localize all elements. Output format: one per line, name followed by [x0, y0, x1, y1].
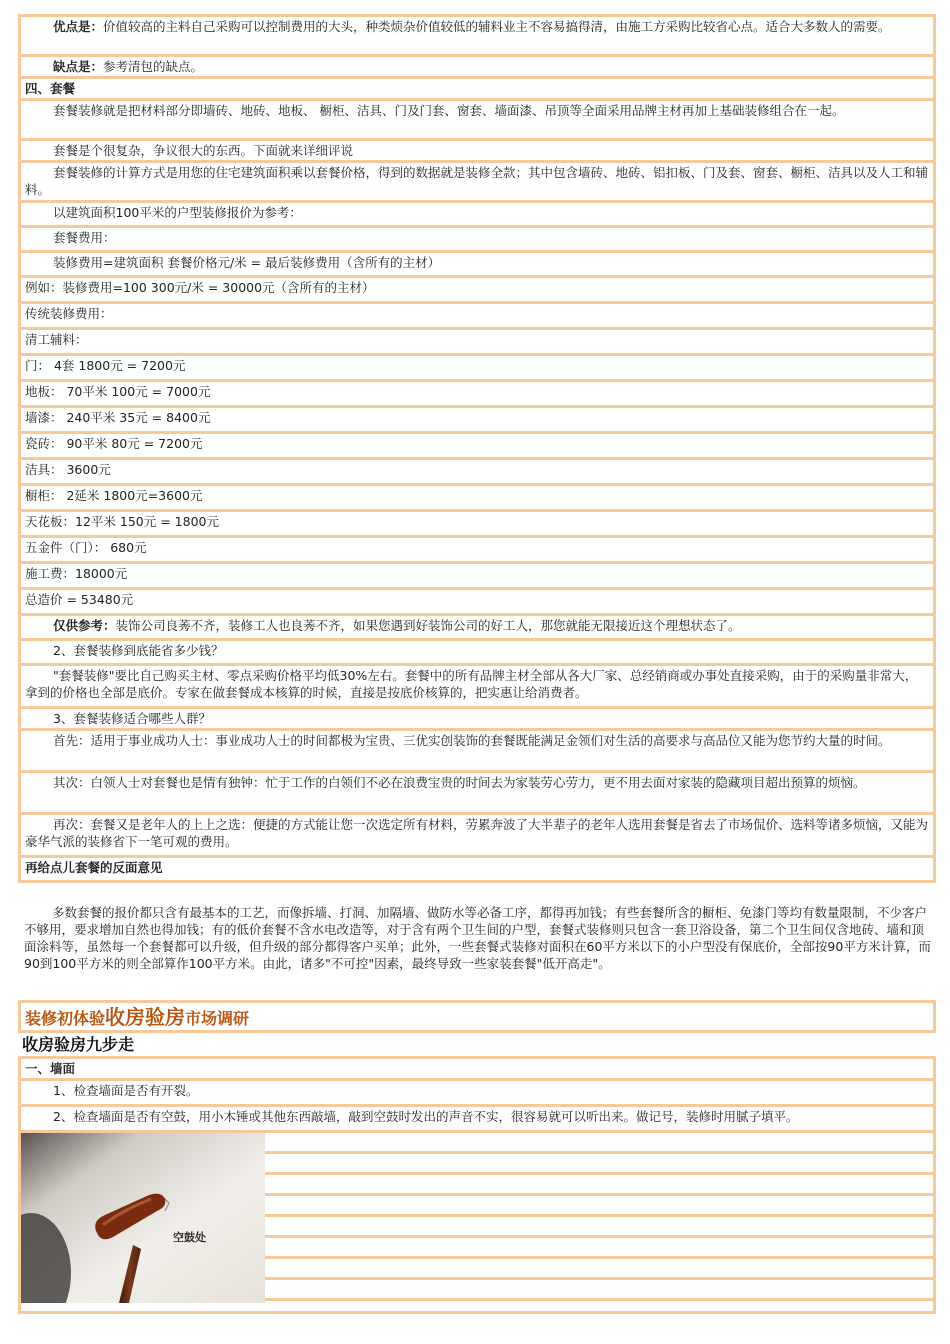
cost-row: 清工辅料： [21, 330, 933, 356]
pros-text: 价值较高的主料自己采购可以控制费用的大头，种类烦杂价值较低的辅料业主不容易搞得清，由施工方采购比较省心点。适合大多数人的需要。 [103, 19, 891, 34]
photo-label: 空鼓处 [173, 1231, 206, 1244]
package-controversy-row: 套餐是个很复杂，争议很大的东西。下面就来详细评说 [21, 141, 933, 163]
empty-line [265, 1154, 933, 1175]
opinion-heading-row: 再给点儿套餐的反面意见 [25, 860, 163, 875]
total-cost-row: 总造价 = 53480元 [21, 590, 933, 616]
wall-check-2-row: 2、检查墙面是否有空鼓，用小木锤或其他东西敲墙，敲到空鼓时发出的声音不实，很容易就可以听出来。做记号，装修时用腻子填平。 [21, 1107, 933, 1133]
empty-line [265, 1217, 933, 1238]
wall-heading-row: 一、墙面 [21, 1059, 933, 1081]
cost-row: 门： 4套 1800元 = 7200元 [21, 356, 933, 382]
cost-row: 例如：装修费用=100 300元/米 = 30000元（含所有的主材） [21, 278, 933, 304]
package-section-table [18, 14, 936, 883]
cost-row: 传统装修费用： [21, 304, 933, 330]
answer-3-third-row: 再次：套餐又是老年人的上上之选：便捷的方式能让您一次选定所有材料，劳累奔波了大半辈子的老年人选用套餐是省去了市场侃价、选料等诸多烦恼，又能为豪华气派的装修省下一笔可观的费用。 [21, 815, 933, 858]
package-cost-label-row: 套餐费用： [21, 228, 933, 253]
cost-row: 墙漆： 240平米 35元 = 8400元 [21, 408, 933, 434]
empty-line [265, 1196, 933, 1217]
cost-row: 橱柜： 2延米 1800元=3600元 [21, 486, 933, 512]
section-banner [18, 1000, 936, 1033]
reference-note-row [21, 616, 933, 641]
package-intro-row: 套餐装修就是把材料部分即墙砖、地砖、地板、 橱柜、洁具、门及门套、窗套、墙面漆、吊顶等全面采用品牌主材再加上基础装修组合在一起。 [21, 101, 933, 141]
photo-row [21, 1133, 933, 1311]
banner-part3: 市场调研 [185, 1009, 250, 1028]
reference-row: 以建筑面积100平米的户型装修报价为参考： [21, 203, 933, 228]
empty-line [265, 1259, 933, 1280]
empty-row-lines [265, 1133, 933, 1303]
opinion-paragraph: 多数套餐的报价都只含有最基本的工艺，而像拆墙、打洞、加隔墙、做防水等必备工序，都得再加钱；有些套餐所含的橱柜、免漆门等均有数量限制，不少客户不够用，要求增加自然也得加钱；有的低价套餐不含水电改造等，对于含有两个卫生间的户型，套餐式装修则只包含一套卫浴设备，第二个卫生间仅含地砖、墙和顶面涂料等，虽然每一个套餐都可以升级，但升级的部分都得客户买单；此外，一些套餐式装修对面积在60平方米以下的小户型没有保底价，全部按90平方米计算，而90到100平方米的则全部算作100平方米。由此，诸多"不可控"因素，最终导致一些家装套餐"低开高走"。 [24, 905, 931, 971]
empty-line [265, 1133, 933, 1154]
cost-row: 洁具： 3600元 [21, 460, 933, 486]
cost-row: 五金件（门）： 680元 [21, 538, 933, 564]
question-2-row: 2、套餐装修到底能省多少钱？ [21, 641, 933, 666]
reference-note-label: 仅供参考： [53, 618, 116, 633]
package-formula-row: 装修费用=建筑面积 套餐价格元/米 = 最后装修费用（含所有的主材） [21, 253, 933, 278]
question-3-row: 3、套餐装修适合哪些人群？ [21, 709, 933, 731]
inspection-subheading: 收房验房九步走 [22, 1035, 135, 1054]
inspection-table [18, 1056, 936, 1314]
pros-row [21, 17, 933, 57]
reference-note-text: 装饰公司良莠不齐，装修工人也良莠不齐，如果您遇到好装饰公司的好工人，那您就能无限接近这个理想状态了。 [115, 618, 741, 633]
cost-row: 天花板：12平米 150元 = 1800元 [21, 512, 933, 538]
banner-part1: 装修初体验 [25, 1009, 106, 1028]
cost-row: 瓷砖： 90平米 80元 = 7200元 [21, 434, 933, 460]
answer-3-first-row: 首先：适用于事业成功人士：事业成功人士的时间都极为宝贵、三优实创装饰的套餐既能满足金领们对生活的高要求与高品位又能为您节约大量的时间。 [21, 731, 933, 773]
cons-row [21, 57, 933, 79]
wall-check-1-row: 1、检查墙面是否有开裂。 [21, 1081, 933, 1107]
cost-row: 施工费：18000元 [21, 564, 933, 590]
empty-line [265, 1175, 933, 1196]
cost-row: 地板： 70平米 100元 = 7000元 [21, 382, 933, 408]
hollow-wall-photo [21, 1133, 265, 1303]
answer-2-row: "套餐装修"要比自己购买主材、零点采购价格平均低30%左右。套餐中的所有品牌主材全部从各大厂家、总经销商或办事处直接采购，由于的采购量非常大，拿到的价格也全部是底价。专家在做套餐成本核算的时候，直接是按底价核算的，把实惠让给消费者。 [21, 666, 933, 709]
empty-line [265, 1280, 933, 1301]
empty-line [265, 1238, 933, 1259]
cons-label: 缺点是： [53, 59, 104, 74]
banner-part2: 收房验房 [105, 1005, 186, 1029]
section-heading-package: 四、套餐 [21, 79, 933, 101]
answer-3-second-row: 其次：白领人士对套餐也是情有独钟：忙于工作的白领们不必在浪费宝贵的时间去为家装劳心劳力，更不用去面对家装的隐藏项目超出预算的烦恼。 [21, 773, 933, 815]
pros-label: 优点是： [53, 19, 104, 34]
package-calc-row: 套餐装修的计算方式是用您的住宅建筑面积乘以套餐价格，得到的数据就是装修全款；其中包含墙砖、地砖、铝扣板、门及套、窗套、橱柜、洁具以及人工和辅料。 [21, 163, 933, 203]
cons-text: 参考清包的缺点。 [103, 59, 204, 74]
